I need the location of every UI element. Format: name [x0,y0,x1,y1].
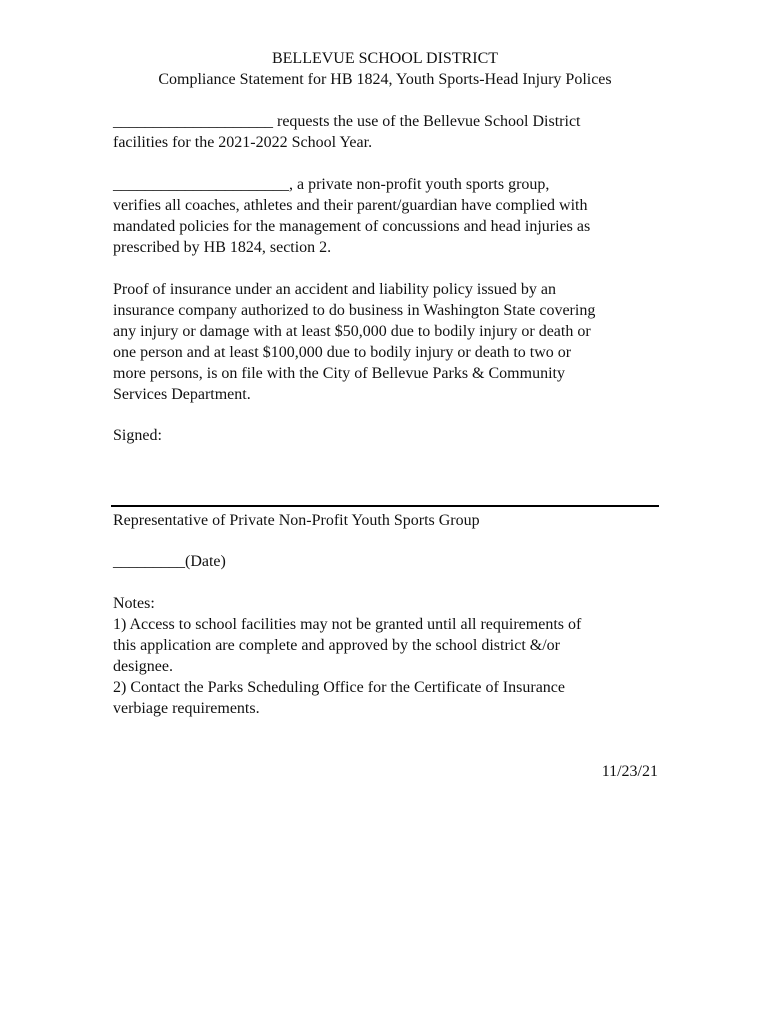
signature-line [111,505,659,507]
paragraph-line: Services Department. [113,386,251,403]
note-line: 1) Access to school facilities may not be granted until all requirements of [113,616,582,633]
paragraph-line: any injury or damage with at least $50,000 due to bodily injury or death or [113,323,591,340]
paragraph-line: one person and at least $100,000 due to bodily injury or death to two or [113,344,572,361]
document-subtitle: Compliance Statement for HB 1824, Youth Sports-Head Injury Polices [158,71,612,88]
paragraph-line: mandated policies for the management of concussions and head injuries as [113,218,591,235]
paragraph-line: insurance company authorized to do business in Washington State covering [113,302,596,319]
date-field: _________(Date) [113,553,226,570]
paragraph-line: verifies all coaches, athletes and their parent/guardian have complied with [113,197,588,214]
signature-caption: Representative of Private Non-Profit Youth Sports Group [113,512,480,529]
district-title: BELLEVUE SCHOOL DISTRICT [271,50,499,67]
paragraph-line: Proof of insurance under an accident and liability policy issued by an [113,281,556,298]
notes-title: Notes: [113,595,155,612]
note-line: this application are complete and approved by the school district &/or [113,637,560,654]
note-line: verbiage requirements. [113,700,260,717]
verification-paragraph [113,174,673,258]
paragraph-line: more persons, is on file with the City of Bellevue Parks & Community [113,365,565,382]
request-paragraph [113,111,673,153]
note-line: 2) Contact the Parks Scheduling Office for the Certificate of Insurance [113,679,565,696]
notes-section [113,593,673,719]
paragraph-line: ______________________, a private non-profit youth sports group, [113,176,550,193]
revision-date: 11/23/21 [601,763,658,780]
paragraph-line: ____________________ requests the use of the Bellevue School District [113,113,581,130]
insurance-paragraph [113,279,673,405]
note-line: designee. [113,658,173,675]
paragraph-line: facilities for the 2021-2022 School Year. [113,134,373,151]
signed-label: Signed: [113,427,162,444]
paragraph-line: prescribed by HB 1824, section 2. [113,239,332,256]
